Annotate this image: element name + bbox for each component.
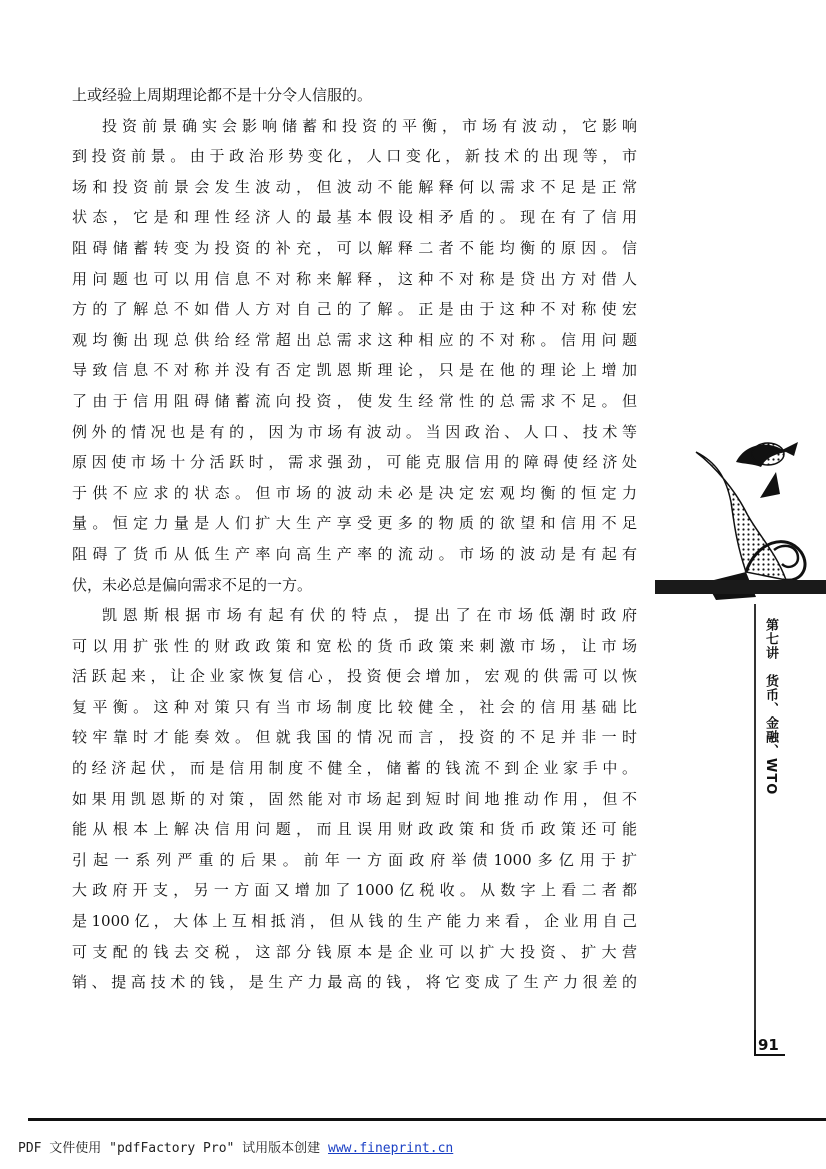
bird-ornament-icon xyxy=(676,432,816,604)
body-line: 量。恒定力量是人们扩大生产享受更多的物质的欲望和信用不足 xyxy=(72,514,637,533)
body-line: 导致信息不对称并没有否定凯恩斯理论，只是在他的理论上增加 xyxy=(72,361,637,380)
body-line: 活跃起来，让企业家恢复信心，投资便会增加，宏观的供需可以恢 xyxy=(72,667,637,686)
body-line: 可支配的钱去交税，这部分钱原本是企业可以扩大投资、扩大营 xyxy=(72,942,637,961)
body-line: 能从根本上解决信用问题，而且误用财政政策和货币政策还可能 xyxy=(72,820,637,839)
body-line: 是1000亿，大体上互相抵消，但从钱的生产能力来看，企业用自己 xyxy=(72,912,637,931)
body-line: 的经济起伏，而是信用制度不健全，储蓄的钱流不到企业家手中。 xyxy=(72,759,637,778)
body-line: 较牢靠时才能奏效。但就我国的情况而言，投资的不足并非一时 xyxy=(72,728,637,747)
body-line: 于供不应求的状态。但市场的波动未必是决定宏观均衡的恒定力 xyxy=(72,483,637,502)
body-line: 阻碍储蓄转变为投资的补充，可以解释二者不能均衡的原因。信 xyxy=(72,238,637,257)
body-line: 状态，它是和理性经济人的最基本假设相矛盾的。现在有了信用 xyxy=(72,208,637,227)
pdf-footer xyxy=(18,1137,453,1156)
body-line: 伏，未必总是偏向需求不足的一方。 xyxy=(72,575,313,594)
body-line: 上或经验上周期理论都不是十分令人信服的。 xyxy=(72,86,373,104)
footer-rule xyxy=(28,1118,826,1121)
side-rule xyxy=(754,604,756,1030)
body-line: 到投资前景。由于政治形势变化，人口变化，新技术的出现等，市 xyxy=(72,147,637,166)
body-line: 大政府开支，另一方面又增加了1000亿税收。从数字上看二者都 xyxy=(72,881,637,900)
body-line: 用问题也可以用信息不对称来解释，这种不对称是贷出方对借人 xyxy=(72,269,637,288)
body-line: 如果用凯恩斯的对策，固然能对市场起到短时间地推动作用，但不 xyxy=(72,789,637,808)
body-line: 投资前景确实会影响储蓄和投资的平衡，市场有波动，它影响 xyxy=(102,116,637,135)
side-bar xyxy=(655,580,826,594)
footer-link[interactable]: www.fineprint.cn xyxy=(328,1141,454,1156)
chapter-label: 第七讲 货币、金融、WTO xyxy=(763,618,778,796)
body-line: 引起一系列严重的后果。前年一方面政府举债1000多亿用于扩 xyxy=(72,850,637,869)
body-line: 阻碍了货币从低生产率向高生产率的流动。市场的波动是有起有 xyxy=(72,544,637,563)
body-line: 了由于信用阻碍储蓄流向投资，使发生经常性的总需求不足。但 xyxy=(72,391,637,410)
body-line: 复平衡。这种对策只有当市场制度比较健全，社会的信用基础比 xyxy=(72,697,637,716)
body-line: 凯恩斯根据市场有起有伏的特点，提出了在市场低潮时政府 xyxy=(102,606,637,625)
body-line: 销、提高技术的钱，是生产力最高的钱，将它变成了生产力很差的 xyxy=(72,973,637,992)
footer-text: PDF 文件使用 "pdfFactory Pro" 试用版本创建 xyxy=(18,1141,329,1156)
body-line: 原因使市场十分活跃时，需求强劲，可能克服信用的障碍使经济处 xyxy=(72,453,637,472)
page-number: 91 xyxy=(756,1036,785,1056)
body-text xyxy=(72,80,637,998)
body-line: 例外的情况也是有的，因为市场有波动。当因政治、人口、技术等 xyxy=(72,422,637,441)
body-line: 观均衡出现总供给经常超出总需求这种相应的不对称。信用问题 xyxy=(72,330,637,349)
body-line: 可以用扩张性的财政政策和宽松的货币政策来刺激市场，让市场 xyxy=(72,636,637,655)
body-line: 场和投资前景会发生波动，但波动不能解释何以需求不足是正常 xyxy=(72,177,637,196)
body-line: 方的了解总不如借人方对自己的了解。正是由于这种不对称使宏 xyxy=(72,300,637,319)
